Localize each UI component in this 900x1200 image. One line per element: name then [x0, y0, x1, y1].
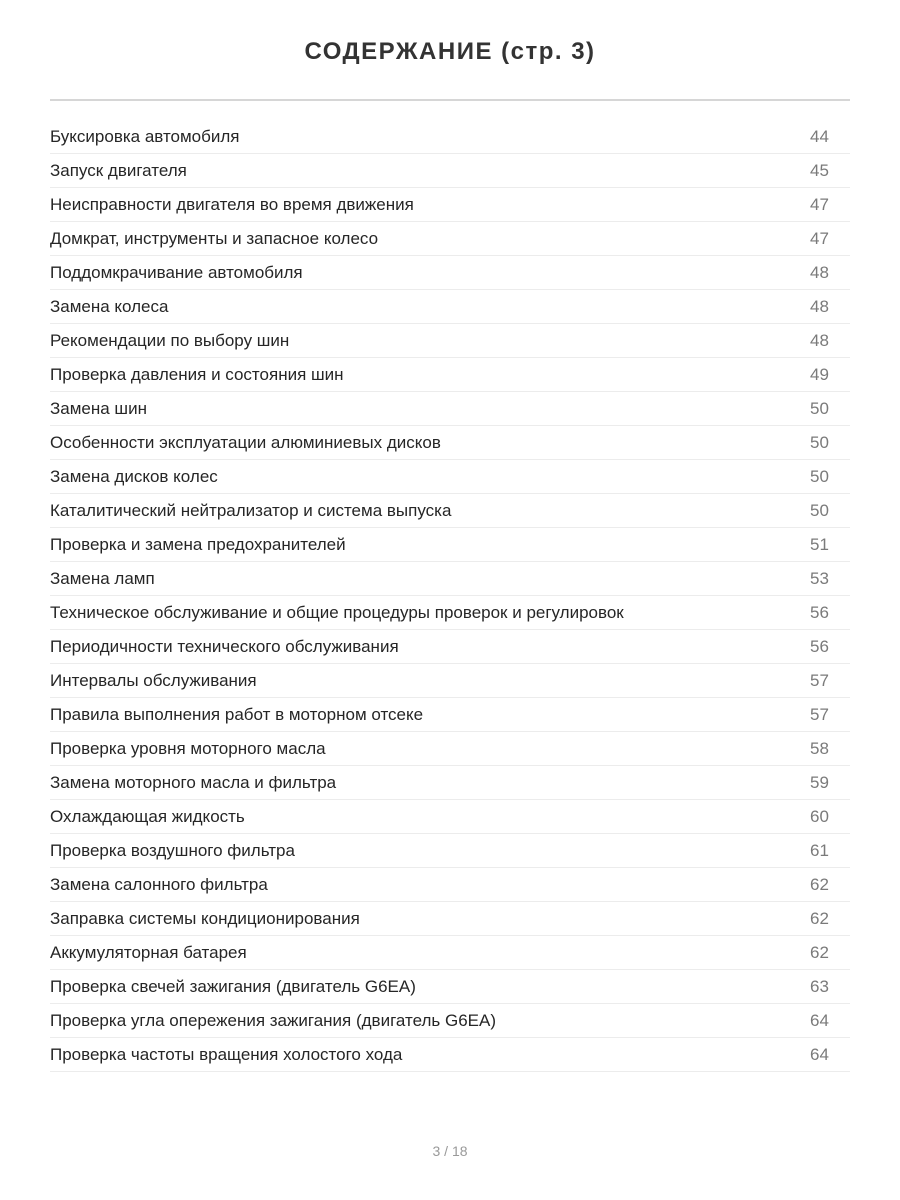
toc-entry[interactable] — [50, 494, 850, 528]
toc-entry-title: Замена колеса — [50, 296, 169, 316]
toc-entry-title: Замена шин — [50, 398, 147, 418]
toc-entry-title: Проверка частоты вращения холостого хода — [50, 1044, 403, 1064]
toc-entry[interactable] — [50, 358, 850, 392]
toc-entry[interactable] — [50, 630, 850, 664]
toc-entry[interactable] — [50, 664, 850, 698]
toc-entry[interactable] — [50, 460, 850, 494]
toc-entry[interactable] — [50, 324, 850, 358]
toc-entry-page: 57 — [810, 704, 829, 724]
toc-entry-title: Особенности эксплуатации алюминиевых дисков — [50, 432, 441, 452]
toc-entry-page: 50 — [810, 500, 829, 520]
toc-entry[interactable] — [50, 1004, 850, 1038]
toc-entry-page: 62 — [810, 908, 829, 928]
toc-entry-title: Неисправности двигателя во время движения — [50, 194, 414, 214]
toc-entry[interactable] — [50, 222, 850, 256]
toc-entry-page: 56 — [810, 602, 829, 622]
toc-entry[interactable] — [50, 1038, 850, 1072]
toc-entry[interactable] — [50, 426, 850, 460]
toc-entry[interactable] — [50, 154, 850, 188]
toc-entry-title: Замена ламп — [50, 568, 155, 588]
toc-entry-page: 45 — [810, 160, 829, 180]
toc-entry-page: 64 — [810, 1044, 829, 1064]
toc-entry[interactable] — [50, 120, 850, 154]
page-title: СОДЕРЖАНИЕ (стр. 3) — [304, 38, 596, 65]
toc-entry[interactable] — [50, 392, 850, 426]
toc-entry-page: 51 — [810, 534, 829, 554]
toc-entry-page: 59 — [810, 772, 829, 792]
toc-entry-title: Домкрат, инструменты и запасное колесо — [50, 228, 379, 248]
toc-entry-title: Интервалы обслуживания — [50, 670, 257, 690]
toc-entry-page: 60 — [810, 806, 829, 826]
toc-entry-title: Поддомкрачивание автомобиля — [50, 262, 303, 282]
toc-entry-page: 48 — [810, 296, 829, 316]
toc-entry-page: 57 — [810, 670, 829, 690]
toc-entry-title: Проверка и замена предохранителей — [50, 534, 346, 554]
toc-entry[interactable] — [50, 936, 850, 970]
table-of-contents — [50, 120, 850, 1072]
toc-entry-page: 48 — [810, 330, 829, 350]
toc-entry-title: Каталитический нейтрализатор и система выпуска — [50, 500, 452, 520]
toc-entry-title: Проверка давления и состояния шин — [50, 364, 344, 384]
toc-entry[interactable] — [50, 902, 850, 936]
toc-entry-page: 58 — [810, 738, 829, 758]
toc-entry-page: 62 — [810, 874, 829, 894]
toc-entry-title: Аккумуляторная батарея — [50, 942, 247, 962]
toc-entry[interactable] — [50, 596, 850, 630]
toc-entry[interactable] — [50, 290, 850, 324]
title-divider — [50, 99, 850, 101]
toc-entry-page: 50 — [810, 398, 829, 418]
toc-entry-title: Запуск двигателя — [50, 160, 187, 180]
toc-entry-page: 47 — [810, 228, 829, 248]
toc-entry-title: Проверка угла опережения зажигания (двигатель G6EA) — [50, 1010, 496, 1030]
toc-entry-title: Рекомендации по выбору шин — [50, 330, 290, 350]
toc-entry[interactable] — [50, 188, 850, 222]
toc-entry-title: Замена салонного фильтра — [50, 874, 268, 894]
toc-entry[interactable] — [50, 562, 850, 596]
toc-entry[interactable] — [50, 256, 850, 290]
toc-entry-title: Охлаждающая жидкость — [50, 806, 245, 826]
toc-entry[interactable] — [50, 766, 850, 800]
toc-entry-page: 50 — [810, 432, 829, 452]
page-indicator: 3 / 18 — [432, 1143, 468, 1159]
toc-entry-page: 48 — [810, 262, 829, 282]
toc-entry-title: Правила выполнения работ в моторном отсеке — [50, 704, 424, 724]
toc-entry-title: Проверка уровня моторного масла — [50, 738, 326, 758]
toc-entry-page: 62 — [810, 942, 829, 962]
toc-entry-page: 61 — [810, 840, 829, 860]
toc-entry-page: 49 — [810, 364, 829, 384]
toc-entry-title: Заправка системы кондиционирования — [50, 908, 360, 928]
toc-entry[interactable] — [50, 800, 850, 834]
toc-entry-page: 64 — [810, 1010, 829, 1030]
toc-entry-title: Замена моторного масла и фильтра — [50, 772, 337, 792]
toc-entry[interactable] — [50, 528, 850, 562]
toc-entry-page: 47 — [810, 194, 829, 214]
toc-entry[interactable] — [50, 868, 850, 902]
toc-entry-title: Проверка воздушного фильтра — [50, 840, 295, 860]
toc-entry-page: 44 — [810, 126, 829, 146]
toc-entry-page: 50 — [810, 466, 829, 486]
toc-entry[interactable] — [50, 834, 850, 868]
toc-entry-title: Техническое обслуживание и общие процедуры проверок и регулировок — [50, 602, 624, 622]
toc-entry[interactable] — [50, 698, 850, 732]
toc-entry[interactable] — [50, 732, 850, 766]
toc-entry[interactable] — [50, 970, 850, 1004]
toc-entry-page: 56 — [810, 636, 829, 656]
toc-entry-title: Проверка свечей зажигания (двигатель G6EA) — [50, 976, 416, 996]
toc-entry-title: Замена дисков колес — [50, 466, 218, 486]
toc-entry-title: Буксировка автомобиля — [50, 126, 240, 146]
toc-entry-page: 53 — [810, 568, 829, 588]
toc-entry-title: Периодичности технического обслуживания — [50, 636, 399, 656]
toc-entry-page: 63 — [810, 976, 829, 996]
